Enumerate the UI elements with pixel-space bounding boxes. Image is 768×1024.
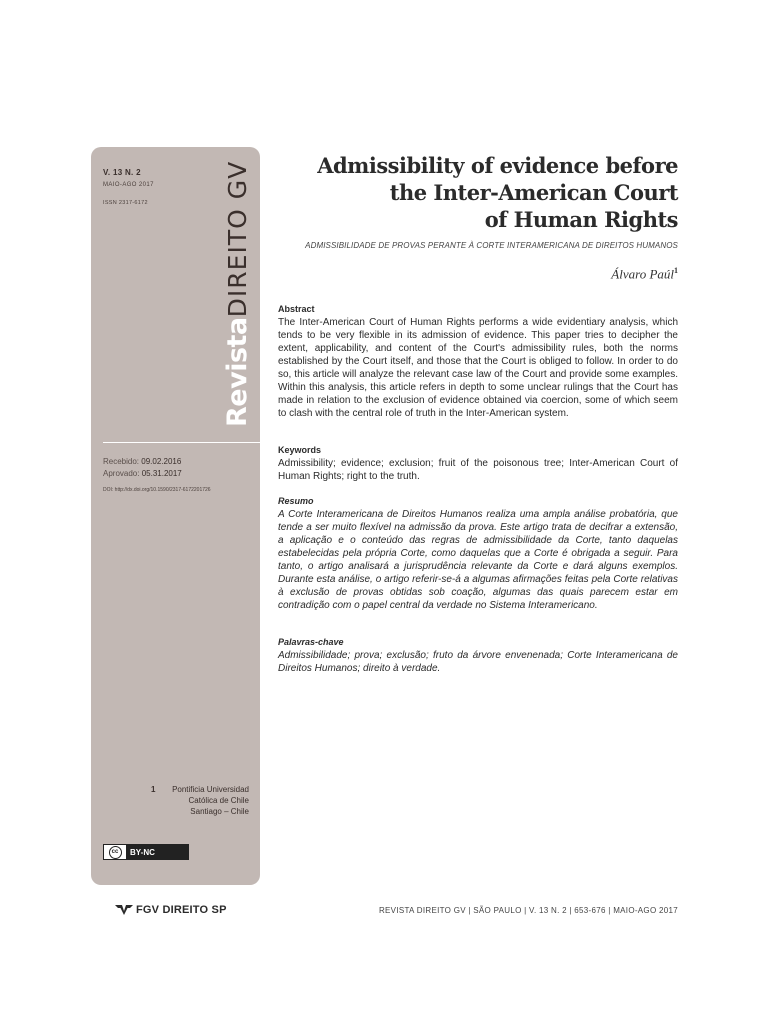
abstract-section <box>278 304 678 420</box>
journal-sidebar <box>91 147 260 885</box>
volume-label: V. 13 N. 2 <box>103 168 141 177</box>
journal-brand <box>222 160 253 427</box>
keywords-heading: Keywords <box>278 445 322 455</box>
author-footnote-ref: 1 <box>674 266 678 275</box>
article-subtitle: ADMISSIBILIDADE DE PROVAS PERANTE À CORTE INTERAMERICANA DE DIREITOS HUMANOS <box>305 241 678 250</box>
title-line: the Inter-American Court <box>389 180 678 205</box>
brand-revista: Revista <box>222 317 253 427</box>
affiliation-line: Católica de Chile <box>188 796 249 805</box>
cc-license-badge[interactable] <box>103 844 189 860</box>
resumo-text: A Corte Interamericana de Direitos Humanos realiza uma ampla análise probatória, que tende a ser muito flexível na admissão da prova. Este artigo trata de decifrar a extensão, a aplicação e o conteúdo das regras de admissibilidade da Corte, tanto daquelas estabelecidas pela própria Corte, como daquelas que a Corte é obrigada a seguir. Para tanto, o artigo analisará a jurisprudência relevante da Corte e dará alguns exemplos. Durante esta análise, o artigo referir-se-á a algumas afirmações feitas pela Corte relativas à exclusão de provas obtidas sob coação, algumas das quais parecem estar em contradição com o papel central da verdade no Sistema Interamericano. <box>278 509 678 611</box>
issn-label: ISSN 2317-6172 <box>103 200 148 206</box>
affiliation-line: Santiago – Chile <box>190 807 249 816</box>
title-line: of Human Rights <box>484 207 678 232</box>
sidebar-divider <box>103 442 260 443</box>
fgv-logo-icon <box>115 904 133 916</box>
doi-link[interactable]: DOI: http://dx.doi.org/10.1590/2317-6172201726 <box>103 487 211 493</box>
palavras-heading: Palavras-chave <box>278 637 344 647</box>
fgv-logo <box>115 904 227 916</box>
fgv-logo-text: FGV DIREITO SP <box>136 904 227 916</box>
palavras-text: Admissibilidade; prova; exclusão; fruto da árvore envenenada; Corte Interamericana de Direitos Humanos; direito à verdade. <box>278 650 678 674</box>
received-line <box>103 457 181 466</box>
journal-citation: REVISTA DIREITO GV | SÃO PAULO | V. 13 N. 2 | 653-676 | MAIO-AGO 2017 <box>378 906 678 915</box>
received-label: Recebido: <box>103 457 140 466</box>
cc-icon: cc <box>104 845 126 859</box>
license-label: BY-NC <box>126 845 188 859</box>
title-line: Admissibility of evidence before <box>317 153 678 178</box>
issue-months: MAIO-AGO 2017 <box>103 182 154 188</box>
resumo-section <box>278 496 678 612</box>
author-text: Álvaro Paúl <box>611 266 674 282</box>
affiliation-line: Pontificia Universidad <box>172 785 249 794</box>
approved-label: Aprovado: <box>103 469 140 478</box>
abstract-text: The Inter-American Court of Human Rights performs a wide evidentiary analysis, which tends to be very flexible in its admission of evidence. This paper tries to decipher the extent, applicability, and content of the Court's admissibility rules, both the norms established by the Court itself, and those that the Court is obliged to follow. In order to do so, this article will analyze the relevant case law of the Court and provide some examples. Within this analysis, this article refers in depth to some unclear rulings that the Court has made in relation to the exclusion of evidence obtained via coercion, some of which seem to clash with the central role of truth in the Inter-American system. <box>278 317 678 419</box>
brand-direito-gv: DIREITO GV <box>223 160 252 318</box>
abstract-heading: Abstract <box>278 304 315 314</box>
affiliation-number: 1 <box>151 785 156 794</box>
received-date: 09.02.2016 <box>141 457 182 466</box>
approved-line <box>103 469 182 478</box>
article-title <box>278 152 678 233</box>
keywords-section <box>278 445 678 483</box>
approved-date: 05.31.2017 <box>141 469 182 478</box>
resumo-heading: Resumo <box>278 496 314 506</box>
author-name <box>430 266 678 282</box>
keywords-text: Admissibility; evidence; exclusion; fruit of the poisonous tree; Inter-American Court of Human Rights; right to the truth. <box>278 458 678 482</box>
author-affiliation <box>147 784 249 817</box>
palavras-section <box>278 637 678 675</box>
